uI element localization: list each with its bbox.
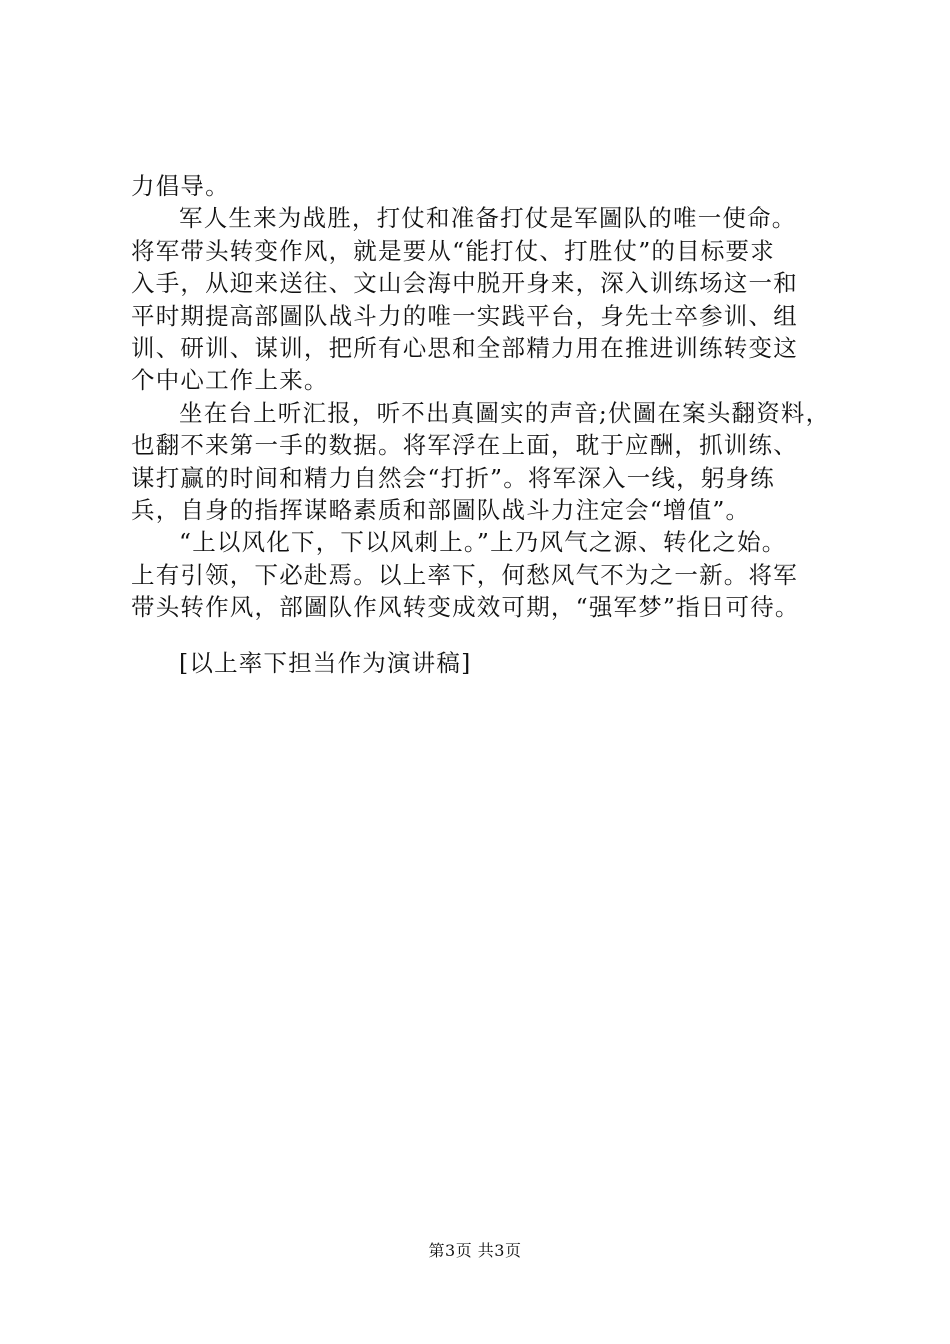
text-line: 力倡导。 [131,172,230,200]
text-line: 兵，自身的指挥谋略素质和部圖队战斗力注定会“增值”。 [131,495,751,524]
text-line: 入手，从迎来送往、文山会海中脱开身来，深入训练场这一和 [131,269,798,298]
text-line: 训、研训、谋训，把所有心思和全部精力用在推进训练转变这 [131,333,798,362]
text-line: 谋打赢的时间和精力自然会“打折”。将军深入一线，躬身练 [131,463,775,492]
text-line: 个中心工作上来。 [131,366,329,395]
text-line: 上有引领，下必赴焉。以上率下，何愁风气不为之一新。将军 [131,560,798,589]
text-line: 平时期提高部圖队战斗力的唯一实践平台，身先士卒参训、组 [131,301,798,330]
paragraph-spacer [131,623,851,647]
paragraph-start-line: 坐在台上听汇报，听不出真圖实的声音;伏圖在案头翻资料， [179,398,831,427]
text-line: 带头转作风，部圖队作风转变成效可期，“强军梦”指日可待。 [131,593,800,622]
page-number-footer: 第3页 共3页 [428,1241,522,1260]
document-source-note: [以上率下担当作为演讲稿] [179,649,472,678]
paragraph-start-line: 军人生来为战胜，打仗和准备打仗是军圖队的唯一使命。 [179,204,797,233]
text-line: 将军带头转变作风，就是要从“能打仗、打胜仗”的目标要求 [131,236,775,265]
paragraph-start-line: “上以风化下，下以风刺上。”上乃风气之源、转化之始。 [179,528,787,557]
document-body [131,170,851,679]
text-line: 也翻不来第一手的数据。将军浮在上面，耽于应酬，抓训练、 [131,431,798,460]
